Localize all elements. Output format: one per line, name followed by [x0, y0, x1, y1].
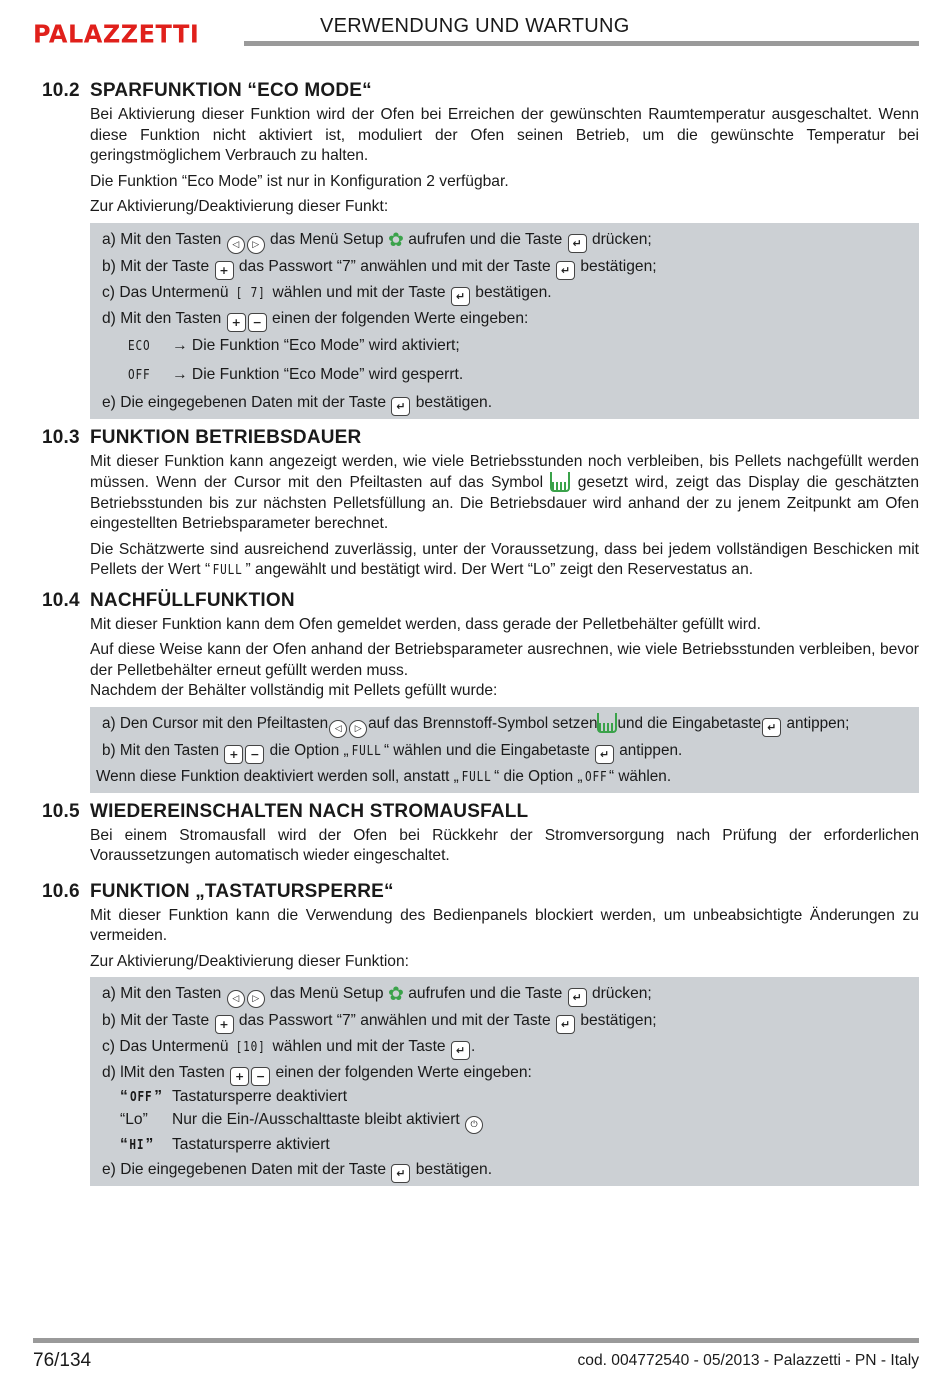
section-heading: 10.3 FUNKTION BETRIEBSDAUER: [42, 426, 362, 448]
step-b: b) Mit der Taste + das Passwort “7” anwählen und mit der Taste ↵ bestätigen;: [102, 1008, 909, 1034]
instruction-box: [90, 977, 919, 1186]
submenu-code: [ 7]: [235, 285, 266, 301]
paragraph: Die Schätzwerte sind ausreichend zuverlässig, unter der Voraussetzung, dass bei jedem vollständigen Beschicken mit Pellets der Wert “ FULL ” angewählt und bestätigt wird. Der Wert “Lo” zeigt den Reservestatus an.: [90, 540, 919, 578]
enter-key-icon: ↵: [568, 988, 587, 1007]
section-heading: 10.2 SPARFUNKTION “ECO MODE“: [42, 80, 372, 101]
step-c: c) Das Untermenü [10] wählen und mit der Taste ↵ .: [102, 1034, 909, 1060]
step-a: a) Mit den Tasten ◁ ▷ das Menü Setup ✿ aufrufen und die Taste ↵ drücken;: [102, 227, 909, 254]
paragraph: Auf diese Weise kann der Ofen anhand der Betriebsparameter ausrechnen, wie viele Betriebsstunden verbleiben, bevor der Pelletbehälter erneut gefüllt werden muss.: [90, 641, 919, 679]
step-e: e) Die eingegebenen Daten mit der Taste ↵ bestätigen.: [102, 1157, 909, 1183]
circle-arrow-left-icon: ◁: [227, 990, 245, 1008]
section-10-6: [42, 881, 919, 1187]
step-e: e) Die eingegebenen Daten mit der Taste ↵ bestätigen.: [102, 390, 909, 416]
plus-key-icon: +: [215, 1015, 234, 1034]
section-10-2: [42, 80, 919, 419]
step-d: d) lMit den Tasten + − einen der folgenden Werte eingeben:: [102, 1060, 909, 1086]
gear-icon: ✿: [387, 228, 404, 251]
paragraph: Nachdem der Behälter vollständig mit Pellets gefüllt wurde:: [90, 682, 498, 699]
section-10-3: [42, 427, 919, 582]
enter-key-icon: ↵: [556, 261, 575, 280]
instruction-box: [90, 223, 919, 419]
power-icon: ⏻: [465, 1116, 483, 1134]
plus-key-icon: +: [227, 313, 246, 332]
header-rule: [244, 41, 919, 46]
paragraph: Mit dieser Funktion kann dem Ofen gemeldet werden, dass gerade der Pelletbehälter gefüllt wird.: [90, 615, 761, 633]
plus-key-icon: +: [230, 1067, 249, 1086]
step-c: c) Das Untermenü [ 7] wählen und mit der Taste ↵ bestätigen.: [102, 280, 909, 306]
option-hi: “HI” Tastatursperre aktiviert: [120, 1136, 330, 1153]
paragraph: Zur Aktivierung/Deaktivierung dieser Funkt:: [90, 198, 389, 215]
option-off: “ OFF ” Tastatursperre deaktiviert: [120, 1088, 348, 1105]
circle-arrow-left-icon: ◁: [329, 720, 347, 738]
plus-key-icon: +: [224, 745, 243, 764]
paragraph: Zur Aktivierung/Deaktivierung dieser Funktion:: [90, 952, 409, 970]
paragraph: Bei einem Stromausfall wird der Ofen bei Rückkehr der Stromversorgung nach Prüfung der erforderlichen Voraussetzungen automatisch wieder eingeschaltet.: [90, 826, 919, 864]
submenu-code: [10]: [235, 1040, 266, 1055]
enter-key-icon: ↵: [595, 745, 614, 764]
enter-key-icon: ↵: [451, 287, 470, 306]
header-title: VERWENDUNG UND WARTUNG: [320, 15, 630, 37]
enter-key-icon: ↵: [556, 1015, 575, 1034]
paragraph: Mit dieser Funktion kann die Verwendung des Bedienpanels blockiert werden, um unbeabsichtigte Änderungen zu vermeiden.: [90, 906, 919, 944]
step-d: d) Mit den Tasten + − einen der folgenden Werte eingeben:: [102, 306, 909, 332]
section-heading: 10.5 WIEDEREINSCHALTEN NACH STROMAUSFALL: [42, 800, 529, 822]
option-off: OFF → Die Funktion “Eco Mode” wird gesperrt.: [127, 365, 464, 383]
circle-arrow-left-icon: ◁: [227, 236, 245, 254]
plus-key-icon: +: [215, 261, 234, 280]
section-10-5: [42, 801, 919, 867]
paragraph: Bei Aktivierung dieser Funktion wird der Ofen bei Erreichen der gewünschten Raumtemperatur ausgeschaltet. Wenn diese Funktion nicht aktiviert ist, moduliert der Ofen seinen Betrieb, um die gewünschte Temperatur bei geringstmöglichem Verbrauch zu halten.: [90, 106, 919, 164]
footer-rule: [33, 1338, 919, 1343]
gear-icon: ✿: [387, 983, 404, 1005]
section-10-4: [42, 590, 919, 793]
document-code: cod. 004772540 - 05/2013 - Palazzetti - PN - Italy: [577, 1352, 919, 1369]
minus-key-icon: −: [251, 1067, 270, 1086]
option-eco: ECO → Die Funktion “Eco Mode” wird aktiviert;: [127, 336, 460, 354]
palazzetti-logo: PALAZZETTI: [33, 19, 200, 49]
step-a: a) Den Cursor mit den Pfeiltasten ◁ ▷ auf das Brennstoff-Symbol setzen und die Eingabetaste ↵ antippen;: [96, 711, 909, 738]
step-a: a) Mit den Tasten ◁ ▷ das Menü Setup ✿ aufrufen und die Taste ↵ drücken;: [102, 981, 909, 1008]
circle-arrow-right-icon: ▷: [247, 990, 265, 1008]
enter-key-icon: ↵: [568, 234, 587, 253]
step-b: b) Mit den Tasten + − die Option „ FULL “ wählen und die Eingabetaste ↵ antippen.: [96, 738, 909, 764]
paragraph: Mit dieser Funktion kann angezeigt werden, wie viele Betriebsstunden noch verbleiben, bis Pellets nachgefüllt werden müssen. Wenn der Cursor mit den Pfeiltasten auf das Symbol gesetzt wird, zeigt das Display die geschätzten Betriebsstunden bis zur nächsten Pelletsfüllung an. Die Betriebsdauer wird anhand der zu jenem Zeitpunkt am Ofen eingestellten Betriebsparameter berechnet.: [90, 452, 919, 532]
instruction-box: [90, 707, 919, 793]
step-b: b) Mit der Taste + das Passwort “7” anwählen und mit der Taste ↵ bestätigen;: [102, 254, 909, 280]
enter-key-icon: ↵: [391, 1164, 410, 1183]
page-header: [0, 0, 950, 60]
note: Wenn diese Funktion deaktiviert werden soll, anstatt „ FULL “ die Option „ OFF “ wählen.: [96, 767, 672, 785]
pellet-hopper-icon: [550, 472, 570, 492]
circle-arrow-right-icon: ▷: [349, 720, 367, 738]
page-number: 76/134: [33, 1350, 92, 1371]
section-heading: 10.4 NACHFÜLLFUNKTION: [42, 589, 295, 611]
enter-key-icon: ↵: [391, 397, 410, 416]
circle-arrow-right-icon: ▷: [247, 236, 265, 254]
enter-key-icon: ↵: [762, 718, 781, 737]
enter-key-icon: ↵: [451, 1041, 470, 1060]
minus-key-icon: −: [248, 313, 267, 332]
minus-key-icon: −: [245, 745, 264, 764]
page-content: [42, 80, 919, 1194]
option-lo: “Lo” Nur die Ein-/Ausschalttaste bleibt aktiviert ⏻: [102, 1109, 909, 1134]
paragraph: Die Funktion “Eco Mode” ist nur in Konfiguration 2 verfügbar.: [90, 172, 509, 190]
pellet-hopper-icon: [597, 713, 617, 733]
section-heading: 10.6 FUNKTION „TASTATURSPERRE“: [42, 880, 394, 902]
